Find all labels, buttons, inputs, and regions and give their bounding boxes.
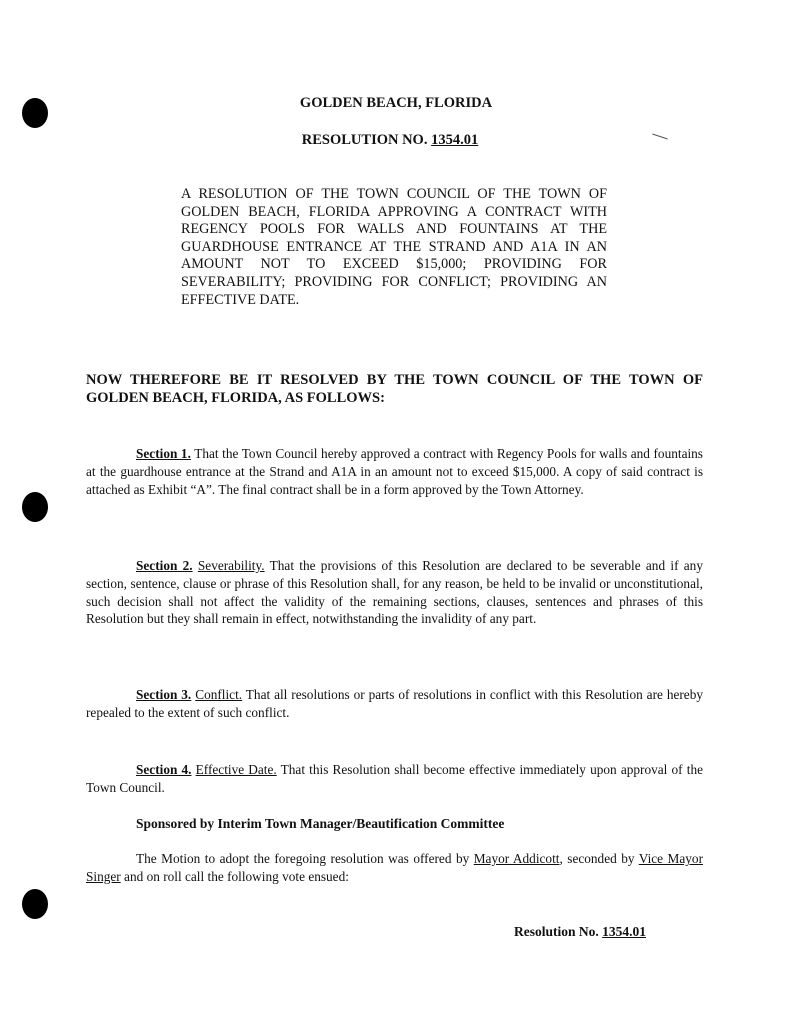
section-2-text: That the provisions of this Resolution are declared to be severable and if any section, sentence, clause or phrase of this Resolution shall, for any reason, be held to be invalid or unconstitutional, such decision shall not affect the validity of the remaining sections, clauses, sentences and phrases of this Resolution but they shall remain in effect, notwithstanding the invalidity of any part.	[86, 558, 703, 627]
section-3-heading: Section 3.	[136, 687, 192, 702]
motion-seconder: Vice Mayor Singer	[86, 851, 704, 884]
section-4-title: Effective Date.	[195, 762, 277, 777]
section-2-title: Severability.	[197, 558, 265, 573]
resolution-preamble: A RESOLUTION OF THE TOWN COUNCIL OF THE TOWN OF GOLDEN BEACH, FLORIDA APPROVING A CONTRACT WITH REGENCY POOLS FOR WALLS AND FOUNTAINS AT THE GUARDHOUSE ENTRANCE AT THE STRAND AND A1A IN AN AMOUNT NOT TO EXCEED $15,000; PROVIDING FOR SEVERABILITY; PROVIDING FOR CONFLICT; PROVIDING AN EFFECTIVE DATE.	[181, 186, 607, 308]
motion-paragraph	[86, 850, 703, 886]
section-1	[86, 445, 703, 498]
resolved-clause: NOW THEREFORE BE IT RESOLVED BY THE TOWN COUNCIL OF THE TOWN OF GOLDEN BEACH, FLORIDA, AS FOLLOWS:	[86, 372, 703, 406]
resolution-label: RESOLUTION NO.	[301, 132, 428, 148]
section-2-heading: Section 2.	[136, 558, 193, 573]
section-3-title: Conflict.	[195, 687, 243, 702]
resolution-number-heading	[0, 132, 786, 149]
section-4	[86, 761, 703, 797]
motion-vote: and on roll call the following vote ensued:	[124, 868, 349, 884]
resolution-number: 1354.01	[431, 132, 479, 148]
footer-label: Resolution No.	[514, 924, 599, 939]
document-title: GOLDEN BEACH, FLORIDA	[299, 95, 493, 111]
section-4-heading: Section 4.	[136, 762, 192, 777]
section-4-text: That this Resolution shall become effective immediately upon approval of the Town Council.	[86, 762, 703, 795]
section-3	[86, 686, 703, 722]
section-1-heading: Section 1.	[136, 446, 191, 461]
sponsor-line: Sponsored by Interim Town Manager/Beautification Committee	[136, 816, 505, 831]
section-2	[86, 557, 703, 628]
punch-hole-bottom	[22, 889, 48, 919]
motion-seconded: , seconded by	[559, 851, 635, 866]
motion-intro: The Motion to adopt the foregoing resolution was offered by	[136, 851, 470, 866]
section-1-text: That the Town Council hereby approved a contract with Regency Pools for walls and fountains at the guardhouse entrance at the Strand and A1A in an amount not to exceed $15,000. A copy of said contract is attached as Exhibit “A”. The final contract shall be in a form approved by the Town Attorney.	[86, 446, 703, 497]
footer-number: 1354.01	[602, 924, 647, 939]
section-3-text: That all resolutions or parts of resolutions in conflict with this Resolution are hereby repealed to the extent of such conflict.	[86, 687, 703, 720]
motion-mover: Mayor Addicott	[473, 851, 560, 866]
footer-resolution-number	[514, 924, 646, 940]
punch-hole-middle	[22, 492, 48, 522]
